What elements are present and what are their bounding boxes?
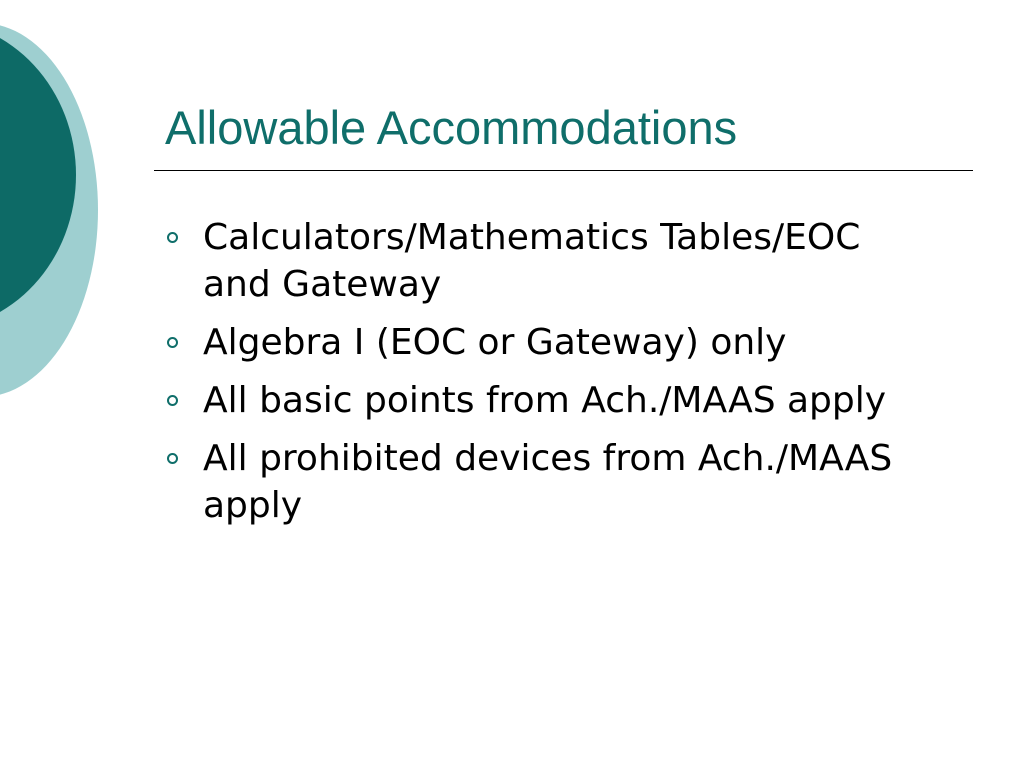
bullet-item	[166, 319, 926, 366]
bullet-item	[166, 435, 926, 529]
hollow-circle-bullet-icon	[167, 395, 178, 406]
bullet-text: Algebra I (EOC or Gateway) only	[203, 322, 787, 363]
title-divider	[154, 170, 973, 171]
bullet-item	[166, 377, 926, 424]
bullet-text: All prohibited devices from Ach./MAAS apply	[203, 438, 893, 526]
bullet-item	[166, 214, 926, 308]
bullet-list	[166, 214, 926, 540]
bullet-text: All basic points from Ach./MAAS apply	[203, 380, 887, 421]
hollow-circle-bullet-icon	[167, 232, 178, 243]
bullet-text: Calculators/Mathematics Tables/EOC and Gateway	[203, 217, 861, 305]
hollow-circle-bullet-icon	[167, 337, 178, 348]
slide-title: Allowable Accommodations	[165, 101, 738, 154]
hollow-circle-bullet-icon	[167, 453, 178, 464]
